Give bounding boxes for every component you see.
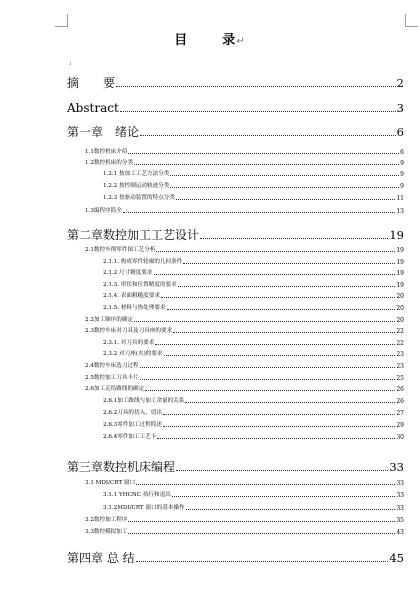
toc-entry[interactable] [67, 423, 404, 429]
toc-entry-page: 26 [396, 398, 404, 405]
toc-leader-dots [134, 164, 399, 165]
toc-entry-page: 33 [396, 505, 404, 512]
toc-entry[interactable] [67, 150, 404, 156]
toc-entry-page: 27 [396, 410, 404, 417]
toc-entry-page: 3 [396, 100, 404, 115]
toc-entry-label: 第三章数控机床编程 [67, 460, 176, 474]
toc-entry[interactable] [67, 172, 404, 178]
toc-entry-label: Abstract [67, 101, 119, 115]
toc-leader-dots [183, 263, 395, 264]
title-right-char: 录 [222, 33, 237, 48]
toc-leader-dots [128, 533, 395, 534]
toc-entry-page: 19 [396, 282, 404, 289]
toc-entry-label: 1.2.2 按控制运动轨迹分类 [103, 183, 170, 190]
toc-entry[interactable] [67, 77, 404, 89]
toc-leader-dots [186, 509, 396, 510]
toc-entry-page: 20 [396, 305, 404, 312]
toc-entry-label: 2.1.5. 材料与热处理要求 [103, 305, 166, 312]
toc-leader-dots [176, 199, 395, 200]
toc-entry-label: 1.1数控机床介绍 [85, 149, 128, 156]
toc-entry-label: 1.2数控机床的分类 [85, 160, 134, 167]
toc-leader-dots [154, 274, 396, 275]
toc-entry[interactable] [67, 161, 404, 167]
toc-leader-dots [163, 426, 395, 427]
toc-entry-page: 33 [389, 459, 404, 474]
toc-entry-label: 2.1数控车削零件图工艺分析 [85, 247, 156, 254]
toc-leader-dots [167, 309, 396, 310]
toc-entry-page: 9 [400, 183, 404, 190]
toc-leader-dots [120, 111, 396, 112]
toc-entry-page: 35 [396, 517, 404, 524]
toc-entry-label: 1.2.1 按加工工艺方法分类 [103, 171, 170, 178]
toc-entry-label: 3.1.1 YHCNC 执行和退出 [103, 492, 171, 499]
toc-entry-label: 2.3.2 对刀座(夹)的要求 [103, 351, 163, 358]
toc-entry-label: 2.6.2刀具的切入、切出 [103, 410, 162, 417]
toc-entry[interactable] [67, 318, 404, 324]
toc-entry-label: 2.6.4零件加工工艺卡 [103, 434, 157, 441]
crop-mark-top-left [55, 14, 68, 27]
paragraph-mark-small: ↓ [68, 61, 73, 67]
toc-leader-dots [116, 86, 396, 87]
toc-entry[interactable] [67, 552, 404, 564]
toc-entry[interactable] [67, 364, 404, 370]
toc-leader-dots [173, 332, 395, 333]
toc-entry-label: 2.1.4. 表面粗糙度要求 [103, 293, 160, 300]
toc-entry-label: 3.1.2MDI/CRT 窗口的基本操作 [103, 505, 185, 512]
toc-entry-label: 2.6.1加工路线与加工余量的关系 [103, 398, 185, 405]
toc-entry-label: 2.2加工顺序的确定 [85, 317, 134, 324]
toc-entry-page: 43 [396, 529, 404, 536]
toc-entry[interactable] [67, 196, 404, 202]
toc-entry-label: 1.2.3 按驱动装置的特点分类 [103, 195, 175, 202]
toc-entry[interactable] [67, 411, 404, 417]
toc-entry-label: 1.3编程序简介 [85, 208, 122, 215]
toc-leader-dots [136, 561, 389, 562]
toc-entry[interactable] [67, 481, 404, 487]
toc-leader-dots [128, 153, 399, 154]
toc-entry-page: 25 [396, 375, 404, 382]
toc-entry-page: 30 [396, 434, 404, 441]
toc-entry-label: 2.1.3. 形状和位置精度的要求 [103, 282, 177, 289]
toc-leader-dots [161, 297, 395, 298]
toc-entry[interactable] [67, 435, 404, 441]
toc-leader-dots [178, 286, 396, 287]
toc-entry-page: 19 [396, 270, 404, 277]
toc-entry-page: 20 [396, 293, 404, 300]
toc-leader-dots [157, 438, 395, 439]
toc-entry[interactable] [67, 271, 404, 277]
toc-entry-label: 3.1 MDI/CRT 窗口 [85, 480, 136, 487]
toc-entry-page: 23 [396, 351, 404, 358]
toc-entry-label: 2.1.2 尺寸精度要求 [103, 270, 153, 277]
toc-entry-page: 20 [396, 317, 404, 324]
toc-entry[interactable] [67, 102, 404, 114]
toc-leader-dots [140, 367, 396, 368]
toc-leader-dots [145, 390, 395, 391]
toc-leader-dots [164, 355, 396, 356]
toc-entry-label: 2.5数控加工刀具卡片 [85, 375, 139, 382]
toc-leader-dots [123, 212, 395, 213]
toc-entry-page: 13 [396, 208, 404, 215]
crop-mark-top-right [405, 14, 418, 27]
toc-entry[interactable] [67, 530, 404, 536]
toc-entry-label: 2.3数控车床对刀具及刀具座的要求 [85, 328, 173, 335]
toc-entry-page: 6 [400, 149, 404, 156]
toc-entry-label: 第一章 绪论 [67, 125, 140, 139]
toc-leader-dots [128, 521, 395, 522]
toc-leader-dots [136, 484, 395, 485]
toc-entry-label: 2.6.3零件加工过程简述 [103, 422, 162, 429]
paragraph-mark: ↵ [236, 36, 246, 47]
toc-entry[interactable] [67, 376, 404, 382]
toc-leader-dots [170, 187, 399, 188]
toc-entry-page: 11 [396, 195, 404, 202]
toc-entry[interactable] [67, 260, 404, 266]
toc-entry-page: 22 [396, 328, 404, 335]
toc-entry-page: 22 [396, 340, 404, 347]
toc-entry[interactable] [67, 229, 404, 241]
toc-entry-label: 2.3.1. 对刀具的要求 [103, 340, 155, 347]
toc-entry[interactable] [67, 283, 404, 289]
toc-entry[interactable] [67, 341, 404, 347]
toc-entry-label: 2.1.1. 构成零件轮廓的几何条件 [103, 259, 183, 266]
toc-entry[interactable] [67, 506, 404, 512]
toc-entry-page: 2 [396, 75, 404, 90]
toc-entry-label: 3.2数控加工程序 [85, 517, 128, 524]
toc-entry-label: 2.6加工走给路线的确定 [85, 386, 145, 393]
toc-entry[interactable] [67, 126, 404, 138]
toc-leader-dots [140, 379, 396, 380]
toc-entry-label: 摘 要 [67, 76, 116, 90]
toc-leader-dots [172, 496, 396, 497]
title-left-char: 目 [174, 33, 189, 48]
toc-entry[interactable] [67, 518, 404, 524]
toc-entry-page: 33 [396, 492, 404, 499]
page-title [0, 29, 420, 48]
toc-entry[interactable] [67, 352, 404, 358]
toc-entry[interactable] [67, 184, 404, 190]
toc-leader-dots [163, 414, 395, 415]
toc-entry[interactable] [67, 306, 404, 312]
toc-entry[interactable] [67, 294, 404, 300]
toc-entry[interactable] [67, 461, 404, 473]
toc-entry-page: 6 [396, 124, 404, 139]
toc-entry[interactable] [67, 329, 404, 335]
toc-leader-dots [200, 238, 388, 239]
toc-entry-label: 第二章数控加工工艺设计 [67, 228, 200, 242]
toc-entry-label: 第四章 总 结 [67, 551, 135, 565]
toc-entry-page: 9 [400, 171, 404, 178]
toc-entry-label: 2.4数控车床选刀过程 [85, 363, 139, 370]
toc-entry-page: 19 [396, 259, 404, 266]
toc-entry-page: 19 [389, 227, 404, 242]
toc-entry-page: 33 [396, 480, 404, 487]
toc-entry[interactable] [67, 209, 404, 215]
toc-leader-dots [134, 321, 395, 322]
toc-entry-page: 26 [396, 386, 404, 393]
toc-leader-dots [140, 135, 396, 136]
toc-leader-dots [156, 251, 395, 252]
toc-entry[interactable] [67, 387, 404, 393]
toc-entry-page: 19 [396, 247, 404, 254]
toc-entry-page: 23 [396, 363, 404, 370]
toc-entry[interactable] [67, 493, 404, 499]
toc-entry[interactable] [67, 248, 404, 254]
toc-entry-page: 45 [389, 550, 404, 565]
toc-leader-dots [185, 402, 395, 403]
toc-entry-page: 29 [396, 422, 404, 429]
toc-entry-label: 3.3数控模拟加工 [85, 529, 128, 536]
toc-leader-dots [170, 175, 399, 176]
toc-entry[interactable] [67, 399, 404, 405]
toc-leader-dots [176, 470, 388, 471]
toc-leader-dots [155, 344, 395, 345]
toc-entry-page: 9 [400, 160, 404, 167]
